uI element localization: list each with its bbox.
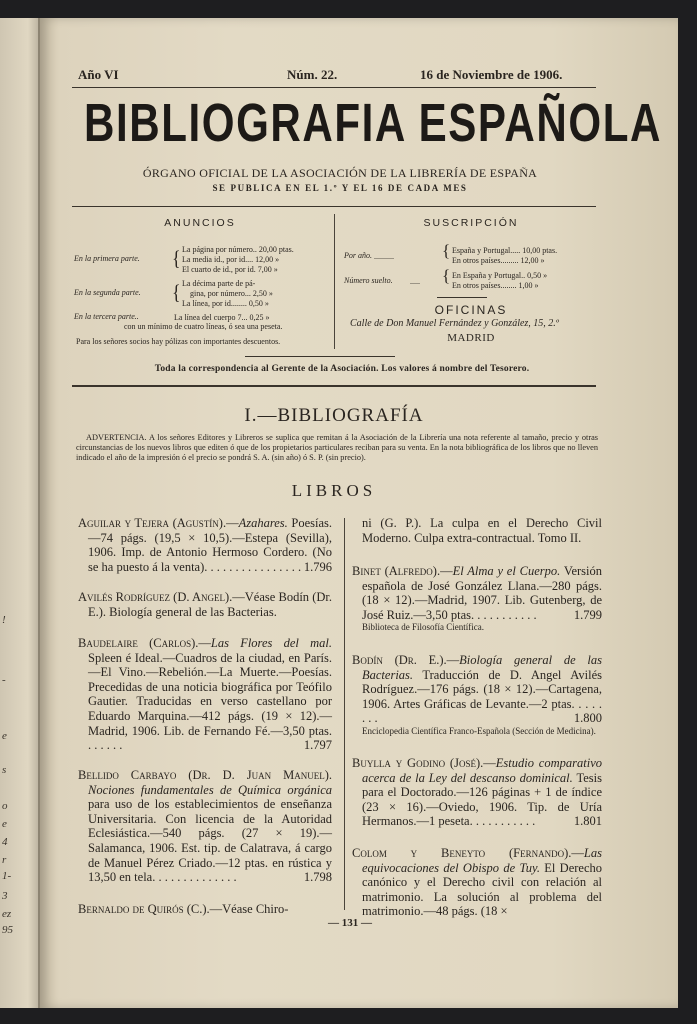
margin-fragment: 95 (2, 924, 13, 936)
suscripcion-por-ano: Por año. (344, 251, 372, 260)
book-title: Las equivocaciones del Obispo de Tuy. (362, 846, 602, 875)
issue-number: Núm. 22. (287, 67, 338, 82)
margin-fragment: e (2, 818, 7, 830)
libros-heading: LIBROS (291, 481, 377, 500)
book-title: Nociones fundamentales de Química orgánica (88, 782, 332, 797)
oficinas-rule (437, 297, 487, 298)
anuncios-first-line: El cuarto de id., por id. 7,00 » (182, 265, 278, 274)
anuncios-first-line: La media id., por id.... 12,00 » (182, 255, 280, 264)
book-entry: Aguilar y Tejera (Agustín).—Azahares. Poesías.—74 págs. (19,5 × 10,5).—Estepa (Sevilla), 1906. Imp. de Antonio Hermoso Cordero. (No se ha puesto á la venta). . . . . . . . . . . . . . . . 1.796 (78, 516, 332, 574)
book-author: Buylla y Godino (José). (352, 756, 484, 770)
book-details: para uso de los establecimientos de enseñanza Universitaria. Con licencia de la Autoridad Eclesiástica.—540 págs. (27 × 19).—Salamanca, 1906. Est. tip. de Calatrava, á cargo de Manuel Pérez Criado.—12 ptas. en rústica y 13,50 en tela (88, 797, 332, 885)
book-details: —Véase Bodín (Dr. E.). Biología general de las Bacterias. (88, 590, 332, 619)
suscripcion-heading: SUSCRIPCIÓN (423, 217, 519, 229)
anuncios-third-label: En la tercera parte.. (74, 312, 139, 321)
book-title: Las Flores del mal. (210, 636, 332, 650)
book-entry: Colom y Beneyto (Fernando).—Las equivocaciones del Obispo de Tuy. El Derecho canónico y el Derecho civil con relación al matrimonio. La solución al problema del matrimonio.—48 págs. (18 × (352, 846, 603, 919)
oficinas-heading: OFICINAS (434, 303, 508, 317)
margin-fragment: e (2, 730, 7, 742)
book-author: Baudelaire (Carlos). (78, 636, 199, 650)
masthead-bottom-rule (72, 385, 596, 387)
dot-leader: ..... (410, 277, 420, 286)
margin-fragment: o (2, 800, 8, 812)
volume-year: Año VI (78, 67, 119, 82)
book-entry (78, 590, 332, 619)
correspondence-note: Toda la correspondencia al Gerente de la Asociación. Los valores á nombre del Tesorero. (154, 364, 530, 374)
anuncios-third-line: con un mínimo de cuatro líneas, ó sea una peseta. (124, 322, 283, 331)
brace: { (442, 266, 451, 285)
margin-fragment: s (2, 764, 7, 776)
brace: { (442, 241, 451, 260)
book-author: Colom y Beneyto (Fernando). (352, 846, 572, 860)
book-entry: Binet (Alfredo).—El Alma y el Cuerpo. Versión española de José González Llana.—280 págs. (18 × 12).—Madrid, 1907. Lib. Gutenberg, de José Ruiz.—3,50 ptas. . . . . . . . . . . 1.799 Biblioteca de Filosofía Científica. (352, 564, 603, 633)
masthead-title: BIBLIOGRAFIA ESPAÑOLA (84, 93, 662, 153)
anuncios-second-line: La décima parte de pá- (182, 279, 256, 288)
column-divider (334, 214, 335, 349)
anuncios-second-line: gina, por número... 2,50 » (190, 289, 273, 298)
book-author: Avilés Rodríguez (D. Angel). (78, 590, 233, 604)
anuncios-first-line: La página por número.. 20,00 ptas. (182, 245, 294, 254)
masthead-subtitle: ÓRGANO OFICIAL DE LA ASOCIACIÓN DE LA LIBRERÍA DE ESPAÑA (142, 166, 538, 180)
brace: { (172, 246, 181, 270)
anuncios-first-label: En la primera parte. (74, 254, 140, 263)
book-details: Versión española de José González Llana.—280 págs. (18 × 12).—Madrid, 1907. Lib. Gutenberg, de José Ruiz.—3,50 ptas (362, 564, 603, 622)
page-number: — 131 — (328, 917, 372, 929)
section-title: I.—BIBLIOGRAFÍA (244, 405, 424, 426)
book-title: Estudio comparativo acerca de la Ley del descanso dominical. (362, 756, 602, 785)
margin-fragment: 3 (2, 890, 8, 902)
book-title: Azahares. (238, 516, 288, 530)
column-divider (344, 518, 345, 910)
margin-fragment: r (2, 854, 7, 866)
book-entry (78, 902, 332, 917)
issue-date: 16 de Noviembre de 1906. (420, 67, 563, 82)
anuncios-heading: ANUNCIOS (164, 217, 236, 229)
book-author: Bodín (Dr. E.). (352, 653, 447, 667)
entry-number: 1.800 (573, 711, 602, 726)
office-city: MADRID (447, 332, 495, 344)
office-address: Calle de Don Manuel Fernández y González, 15, 2.º (350, 318, 559, 329)
short-rule (245, 356, 395, 357)
left-page-edge (0, 18, 40, 1008)
series-note: Biblioteca de Filosofía Científica. (362, 622, 484, 633)
header-rule (72, 87, 596, 88)
suscripcion-price-line: En otros países......... 12,00 » (452, 256, 545, 265)
suscripcion-price-line: España y Portugal..... 10,00 ptas. (452, 246, 558, 255)
book-author: Aguilar y Tejera (Agustín). (78, 516, 227, 530)
dot-leader: .......... (374, 252, 394, 261)
book-author: Binet (Alfredo). (352, 564, 441, 578)
book-entry (352, 516, 602, 545)
anuncios-third-line: La línea del cuerpo 7... 0,25 » (174, 313, 270, 322)
entry-number: 1.801 (573, 814, 602, 829)
book-details: El Derecho canónico y el Derecho civil con relación al matrimonio. La solución al problema del matrimonio.—48 págs. (18 × (362, 860, 603, 919)
book-entry: Baudelaire (Carlos).—Las Flores del mal. Spleen é Ideal.—Cuadros de la ciudad, en París.—El Vino.—Rebelión.—La Muerte.—Poesías. Precedidas de una noticia biográfica por Teófilo Gautier. Traducidas en verso castellano por Eduardo Marquina.—412 págs. (19 × 12).—Madrid, 1906. Lib. de Fernando Fé.—3,50 ptas. . . . . . . 1.797 (78, 636, 332, 753)
margin-fragment: ez (2, 908, 12, 920)
book-details: Tesis para el Doctorado.—126 páginas + 1 de índice (23 × 16).—Oviedo, 1906. Tip. de Uría Hermanos.—1 peseta (362, 770, 602, 829)
anuncios-socios-note: Para los señores socios hay pólizas con importantes descuentos. (76, 337, 281, 346)
anuncios-second-line: La línea, por id........ 0,50 » (182, 299, 269, 308)
book-entry: Bellido Carbayo (Dr. D. Juan Manuel). Nociones fundamentales de Química orgánica para uso de los establecimientos de enseñanza Universitaria. Con licencia de la Autoridad Eclesiástica.—540 págs. (27 × 19).—Salamanca, 1906. Est. tip. de Calatrava, á cargo de Manuel Pérez Criado.—12 ptas. en rústica y 13,50 en tela. . . . . . . . . . . . . . 1.798 (78, 768, 332, 885)
book-author: Bernaldo de Quirós (C.). (78, 902, 210, 916)
entry-number: 1.796 (303, 559, 332, 574)
series-note: Enciclopedia Científica Franco-Española (Sección de Medicina). (362, 725, 596, 736)
margin-fragment: ! (2, 614, 6, 626)
advertencia-note: ADVERTENCIA. A los señores Editores y Libreros se suplica que remitan á la Asociación de la Librería una nota referente al tamaño, precio y otras circunstancias de los nuevos libros que editen ó que de los propietarios particulares reciban para su venta. En la nota bibliográfica de los libros que no lleven indicado el año de la impresión ó el precio se pondrá S. A. (sin año) ó S. P. (sin precio). (76, 433, 598, 462)
margin-fragment: 1- (2, 870, 12, 882)
suscripcion-price-line: En otros países........ 1,00 » (452, 281, 539, 290)
masthead-rule (72, 206, 596, 207)
book-entry: Bodín (Dr. E.).—Biología general de las Bacterias. Traducción de D. Angel Avilés Rodríguez.—176 págs. (18 × 12).—Cartagena, 1906. Artes Gráficas de Levante.—2 ptas. . . . . . . . 1.800 Enciclopedia Científica Franco-Española (Sección de Medicina). (352, 653, 602, 736)
book-details: —Véase Chiro- (209, 902, 289, 916)
entry-number: 1.797 (303, 738, 332, 753)
book-details: Poesías.—74 págs. (19,5 × 10,5).—Estepa (Sevilla), 1906. Imp. de Antonio Hermoso Cordero. (No se ha puesto á la venta) (88, 516, 332, 574)
book-entry: Buylla y Godino (José).—Estudio comparativo acerca de la Ley del descanso dominical. Tesis para el Doctorado.—126 páginas + 1 de índice (23 × 16).—Oviedo, 1906. Tip. de Uría Hermanos.—1 peseta. . . . . . . . . . . 1.801 (352, 756, 602, 829)
brace: { (172, 280, 181, 304)
suscripcion-numero-suelto: Número suelto. (344, 276, 393, 285)
book-title: El Alma y el Cuerpo. (452, 564, 561, 578)
book-title: Biología general de las Bacterias. (362, 653, 602, 682)
book-details: Spleen é Ideal.—Cuadros de la ciudad, en París.—El Vino.—Rebelión.—La Muerte.—Poesías. Precedidas de una noticia biográfica por Teófilo Gautier. Traducidas en verso castellano por Eduardo Marquina.—412 págs. (19 × 12).—Madrid, 1906. Lib. de Fernando Fé.—3,50 ptas (88, 650, 332, 738)
publication-schedule: SE PUBLICA EN EL 1.º Y EL 16 DE CADA MES (212, 183, 468, 193)
book-details: ni (G. P.). La culpa en el Derecho Civil Moderno. Culpa extra-contractual. Tomo II. (362, 516, 602, 545)
suscripcion-price-line: En España y Portugal.. 0,50 » (452, 271, 548, 280)
margin-fragment: 4 (2, 836, 8, 848)
entry-number: 1.799 (573, 607, 602, 622)
anuncios-second-label: En la segunda parte. (74, 288, 141, 297)
book-details: Traducción de D. Angel Avilés Rodríguez.—176 págs. (18 × 12).—Cartagena, 1906. Artes Gráficas de Levante.—2 ptas (362, 667, 602, 711)
entry-number: 1.798 (303, 870, 332, 885)
margin-fragment: - (2, 674, 6, 686)
book-author: Bellido Carbayo (Dr. D. Juan Manuel). (78, 768, 332, 782)
